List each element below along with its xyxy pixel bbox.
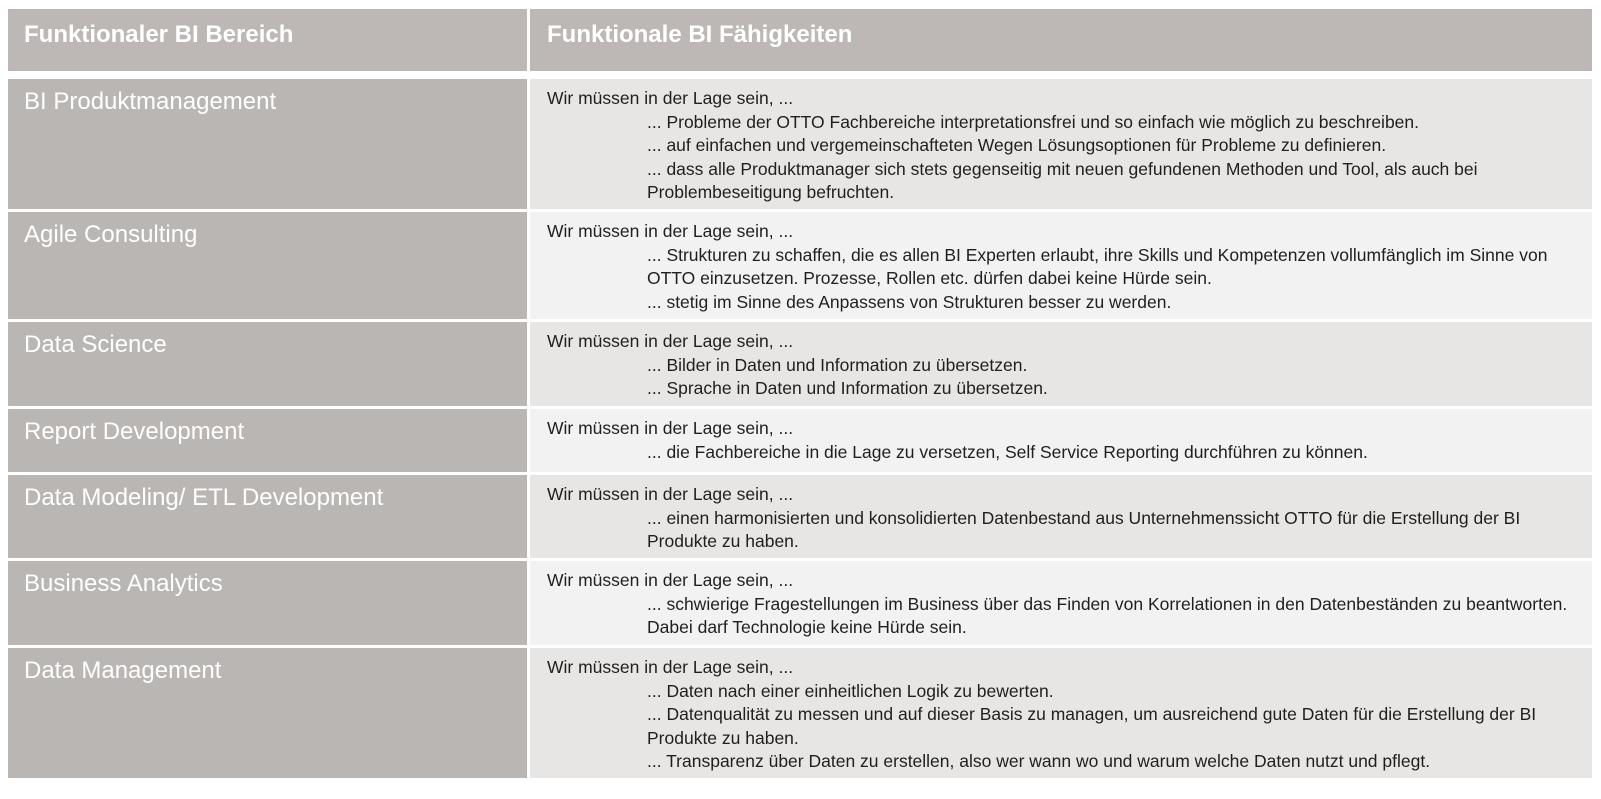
area-cell: Data Modeling/ ETL Development [8,475,527,558]
header-functional-capabilities: Funktionale BI Fähigkeiten [530,9,1592,71]
capability-intro: Wir müssen in der Lage sein, ... [547,221,794,241]
capability-intro: Wir müssen in der Lage sein, ... [547,484,794,504]
area-cell: Data Science [8,322,527,406]
area-cell: Agile Consulting [8,212,527,319]
capability-cell [530,475,1592,558]
capability-intro: Wir müssen in der Lage sein, ... [547,657,794,677]
capability-list [547,244,1580,315]
area-cell: Data Management [8,648,527,778]
capability-cell [530,322,1592,406]
capability-item: ... stetig im Sinne des Anpassens von Strukturen besser zu werden. [647,291,1172,312]
area-cell: BI Produktmanagement [8,79,527,209]
capability-intro: Wir müssen in der Lage sein, ... [547,88,794,108]
capability-item: ... Daten nach einer einheitlichen Logik zu bewerten. [647,680,1054,701]
header-functional-area: Funktionaler BI Bereich [8,9,527,71]
capability-item: ... einen harmonisierten und konsolidierten Datenbestand aus Unternehmenssicht OTTO für die Erstellung der BI Produkte zu haben. [647,507,1521,551]
capability-cell [530,212,1592,319]
header-divider [8,74,1592,76]
capability-list [547,593,1580,640]
capability-item: ... Datenqualität zu messen und auf dieser Basis zu managen, um ausreichend gute Daten für die Erstellung der BI Produkte zu haben. [647,704,1537,748]
capability-list [547,441,1580,465]
area-cell: Business Analytics [8,561,527,645]
capability-list [547,680,1580,774]
area-cell: Report Development [8,409,527,472]
capabilities-table [8,9,1593,778]
capability-item: ... Transparenz über Daten zu erstellen, also wer wann wo und warum welche Daten nutzt und pflegt. [647,751,1431,771]
capability-item: ... schwierige Fragestellungen im Business über das Finden von Korrelationen in den Datenbeständen zu beantworten. Dabei darf Technologie keine Hürde sein. [647,593,1568,637]
capability-intro: Wir müssen in der Lage sein, ... [547,331,794,351]
capability-list [547,354,1580,401]
capability-item: ... Probleme der OTTO Fachbereiche interpretationsfrei und so einfach wie möglich zu beschreiben. [647,111,1420,132]
capability-cell [530,409,1592,472]
capability-intro: Wir müssen in der Lage sein, ... [547,418,794,438]
capability-cell [530,561,1592,645]
capability-item: ... Bilder in Daten und Information zu übersetzen. [647,354,1028,375]
capability-item: ... Sprache in Daten und Information zu übersetzen. [647,378,1048,398]
capability-list [547,507,1580,554]
capability-intro: Wir müssen in der Lage sein, ... [547,570,794,590]
capability-cell [530,648,1592,778]
capability-item: ... Strukturen zu schaffen, die es allen BI Experten erlaubt, ihre Skills und Kompetenzen vollumfänglich im Sinne von OTTO einzusetzen. Prozesse, Rollen etc. dürfen dabei keine Hürde sein. [647,244,1548,288]
capability-item: ... auf einfachen und vergemeinschafteten Wegen Lösungsoptionen für Probleme zu definieren. [647,135,1387,155]
capability-item: ... dass alle Produktmanager sich stets gegenseitig mit neuen gefundenen Methoden und Tool, als auch bei Problembeseitigung befruchten. [647,158,1478,202]
capability-list [547,111,1580,205]
capability-cell [530,79,1592,209]
capability-item: ... die Fachbereiche in die Lage zu versetzen, Self Service Reporting durchführen zu können. [647,441,1368,462]
